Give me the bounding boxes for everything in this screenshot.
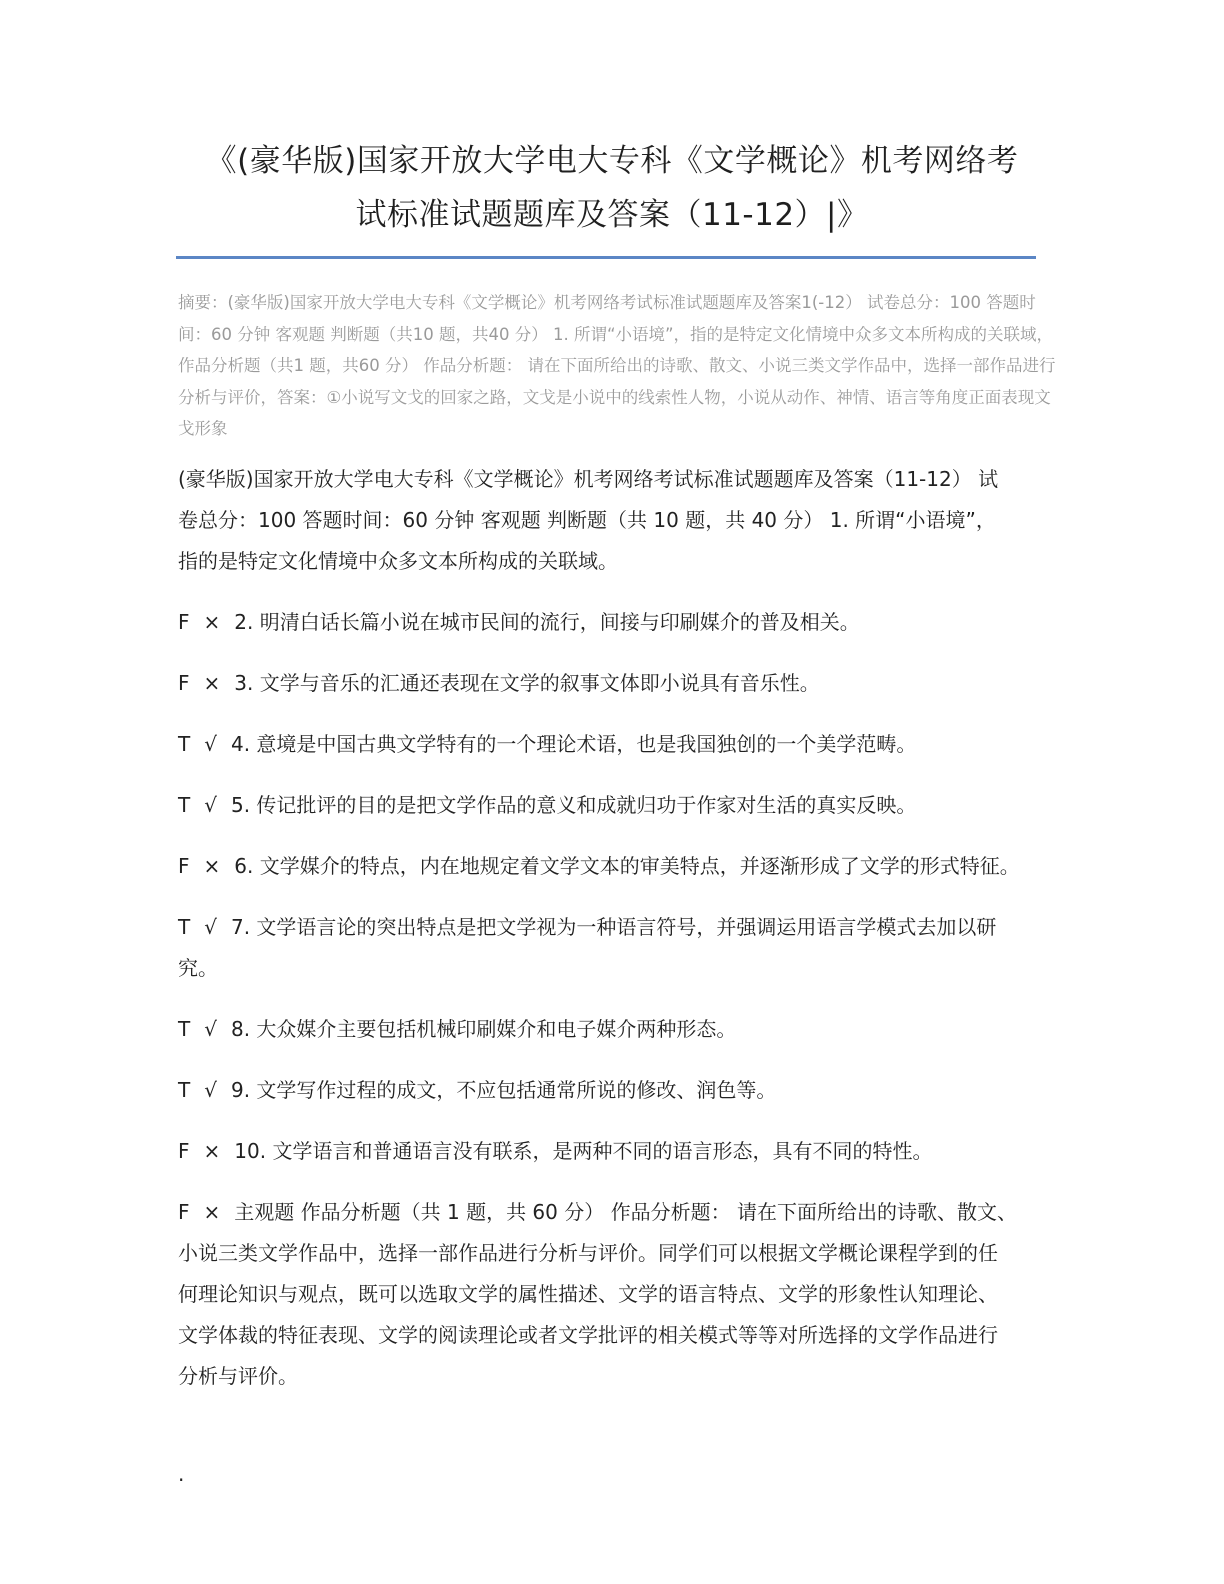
question-text: 7. 文学语言论的突出特点是把文学视为一种语言符号，并强调运用语言学模式去加以研 bbox=[230, 914, 997, 939]
answer-symbol: √ bbox=[204, 914, 217, 939]
final-text: 主观题 作品分析题（共 1 题，共 60 分） 作品分析题： 请在下面所给出的诗歌、散文、 bbox=[234, 1199, 1017, 1224]
question-text-continued: 究。 bbox=[178, 955, 218, 980]
question-item bbox=[178, 663, 1058, 704]
question-text: 10. 文学语言和普通语言没有联系，是两种不同的语言形态，具有不同的特性。 bbox=[234, 1138, 933, 1163]
answer-letter: F bbox=[178, 1138, 190, 1163]
answer-letter: T bbox=[178, 1077, 191, 1102]
abstract-line: 间：60 分钟 客观题 判断题（共10 题，共40 分） 1. 所谓“小语境”，指的是特定文化情境中众多文本所构成的关联域， bbox=[178, 324, 1054, 344]
answer-letter: F bbox=[178, 1199, 190, 1224]
question-item bbox=[178, 724, 1058, 765]
answer-letter: T bbox=[178, 1016, 191, 1041]
question-text: 8. 大众媒介主要包括机械印刷媒介和电子媒介两种形态。 bbox=[230, 1016, 737, 1041]
answer-symbol: × bbox=[203, 670, 221, 695]
intro-line: 指的是特定文化情境中众多文本所构成的关联域。 bbox=[178, 548, 618, 573]
question-text: 2. 明清白话长篇小说在城市民间的流行，间接与印刷媒介的普及相关。 bbox=[234, 609, 860, 634]
answer-symbol: × bbox=[203, 1199, 221, 1224]
question-text: 6. 文学媒介的特点，内在地规定着文学文本的审美特点，并逐渐形成了文学的形式特征。 bbox=[234, 853, 1020, 878]
intro-paragraph bbox=[178, 459, 1058, 582]
final-section bbox=[178, 1192, 1058, 1397]
document-title bbox=[138, 134, 1086, 242]
question-item bbox=[178, 1131, 1058, 1172]
answer-letter: F bbox=[178, 609, 190, 634]
title-divider bbox=[176, 256, 1036, 259]
document-page bbox=[178, 134, 1058, 1417]
answer-symbol: √ bbox=[204, 731, 217, 756]
final-text-line: 文学体裁的特征表现、文学的阅读理论或者文学批评的相关模式等等对所选择的文学作品进行 bbox=[178, 1322, 998, 1347]
question-text: 3. 文学与音乐的汇通还表现在文学的叙事文体即小说具有音乐性。 bbox=[234, 670, 820, 695]
answer-letter: T bbox=[178, 731, 191, 756]
question-item bbox=[178, 1009, 1058, 1050]
question-item bbox=[178, 602, 1058, 643]
abstract-line: 分析与评价，答案：①小说写文戈的回家之路，文戈是小说中的线索性人物，小说从动作、神情、语言等角度正面表现文 bbox=[178, 387, 1051, 407]
abstract-line: 作品分析题（共1 题，共60 分） 作品分析题： 请在下面所给出的诗歌、散文、小说三类文学作品中，选择一部作品进行 bbox=[178, 356, 1056, 375]
abstract-line: 戈形象 bbox=[178, 419, 228, 438]
answer-symbol: √ bbox=[204, 792, 217, 817]
abstract-line: 摘要：(豪华版)国家开放大学电大专科《文学概论》机考网络考试标准试题题库及答案1(-12） 试卷总分：100 答题时 bbox=[178, 293, 1036, 312]
answer-symbol: × bbox=[203, 1138, 221, 1163]
answer-symbol: √ bbox=[204, 1077, 217, 1102]
final-text-line: 小说三类文学作品中，选择一部作品进行分析与评价。同学们可以根据文学概论课程学到的任 bbox=[178, 1240, 998, 1265]
question-text: 5. 传记批评的目的是把文学作品的意义和成就归功于作家对生活的真实反映。 bbox=[230, 792, 917, 817]
answer-letter: T bbox=[178, 792, 191, 817]
question-item bbox=[178, 1070, 1058, 1111]
answer-symbol: × bbox=[203, 609, 221, 634]
answer-letter: F bbox=[178, 853, 190, 878]
intro-line: (豪华版)国家开放大学电大专科《文学概论》机考网络考试标准试题题库及答案（11-12） 试 bbox=[178, 466, 999, 491]
title-line-2: 试标准试题题库及答案（11-12）|》 bbox=[355, 197, 869, 233]
title-line-1: 《(豪华版)国家开放大学电大专科《文学概论》机考网络考 bbox=[205, 143, 1019, 179]
final-text-line: 何理论知识与观点，既可以选取文学的属性描述、文学的语言特点、文学的形象性认知理论、 bbox=[178, 1281, 998, 1306]
final-text-line: 分析与评价。 bbox=[178, 1363, 298, 1388]
question-item bbox=[178, 846, 1058, 887]
document-body bbox=[178, 459, 1058, 1397]
answer-letter: F bbox=[178, 670, 190, 695]
abstract bbox=[178, 287, 1058, 445]
footer-dot: . bbox=[178, 1462, 185, 1486]
answer-letter: T bbox=[178, 914, 191, 939]
answer-symbol: × bbox=[203, 853, 221, 878]
intro-line: 卷总分：100 答题时间：60 分钟 客观题 判断题（共 10 题，共 40 分） 1. 所谓“小语境”， bbox=[178, 507, 996, 532]
question-text: 4. 意境是中国古典文学特有的一个理论术语，也是我国独创的一个美学范畴。 bbox=[230, 731, 917, 756]
question-item bbox=[178, 907, 1058, 989]
question-item bbox=[178, 785, 1058, 826]
question-text: 9. 文学写作过程的成文，不应包括通常所说的修改、润色等。 bbox=[230, 1077, 777, 1102]
answer-symbol: √ bbox=[204, 1016, 217, 1041]
